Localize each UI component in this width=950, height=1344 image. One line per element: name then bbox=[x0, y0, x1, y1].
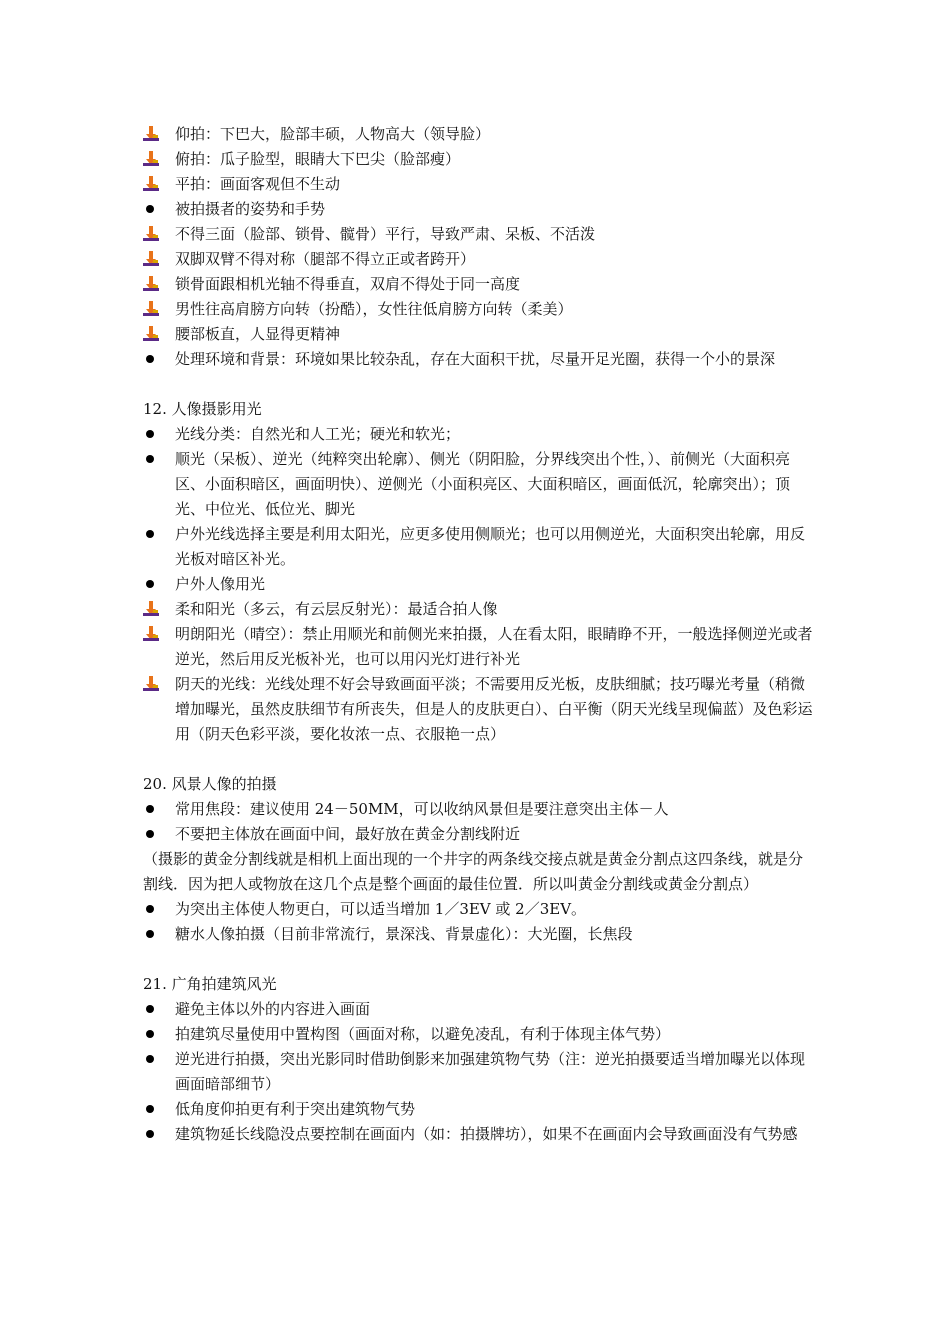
list-item-text: 建筑物延长线隐没点要控制在画面内（如：拍摄牌坊），如果不在画面内会导致画面没有气势感 bbox=[175, 1125, 798, 1143]
bullet-dot-icon bbox=[143, 922, 175, 947]
bullet-arrow-icon bbox=[143, 172, 175, 197]
bullet-arrow-icon bbox=[143, 147, 175, 172]
list-item bbox=[143, 597, 813, 622]
list-item bbox=[143, 122, 813, 147]
bullet-dot-icon bbox=[143, 997, 175, 1022]
list-item-text: 双脚双臂不得对称（腿部不得立正或者跨开） bbox=[175, 250, 476, 268]
document-page bbox=[143, 122, 813, 1147]
paragraph-text: （摄影的黄金分割线就是相机上面出现的一个井字的两条线交接点就是黄金分割点这四条线，就是分割线．因为把人或物放在这几个点是整个画面的最佳位置．所以叫黄金分割线或黄金分割点） bbox=[143, 850, 804, 893]
list-item-text: 光线分类：自然光和人工光；硬光和软光； bbox=[175, 425, 461, 443]
list-item-text: 锁骨面跟相机光轴不得垂直，双肩不得处于同一高度 bbox=[175, 275, 521, 293]
list-item bbox=[143, 997, 813, 1022]
list-item bbox=[143, 422, 813, 447]
list-item-text: 柔和阳光（多云，有云层反射光）：最适合拍人像 bbox=[175, 600, 498, 618]
bullet-arrow-icon bbox=[143, 247, 175, 272]
bullet-dot-icon bbox=[143, 797, 175, 822]
list-item bbox=[143, 897, 813, 922]
list-item-text: 户外人像用光 bbox=[175, 575, 266, 593]
list-item bbox=[143, 322, 813, 347]
list-item-text: 处理环境和背景：环境如果比较杂乱，存在大面积干扰，尽量开足光圈，获得一个小的景深 bbox=[175, 350, 776, 368]
bullet-dot-icon bbox=[143, 572, 175, 597]
list-item bbox=[143, 822, 813, 847]
list-item bbox=[143, 797, 813, 822]
list-item-text: 不得三面（脸部、锁骨、髋骨）平行，导致严肃、呆板、不活泼 bbox=[175, 225, 596, 243]
list-item-text: 低角度仰拍更有利于突出建筑物气势 bbox=[175, 1100, 416, 1118]
list-item-text: 被拍摄者的姿势和手势 bbox=[175, 200, 326, 218]
list-item bbox=[143, 1047, 813, 1097]
bullet-dot-icon bbox=[143, 197, 175, 222]
list-item bbox=[143, 447, 813, 522]
list-item bbox=[143, 197, 813, 222]
list-item bbox=[143, 922, 813, 947]
list-item bbox=[143, 622, 813, 672]
bullet-dot-icon bbox=[143, 1047, 175, 1072]
list-item-text: 腰部板直，人显得更精神 bbox=[175, 325, 341, 343]
section-gap bbox=[143, 947, 813, 972]
bullet-arrow-icon bbox=[143, 597, 175, 622]
list-item-text: 明朗阳光（晴空）：禁止用顺光和前侧光来拍摄，人在看太阳，眼睛睁不开，一般选择侧逆光或者逆光，然后用反光板补光，也可以用闪光灯进行补光 bbox=[175, 625, 813, 668]
bullet-dot-icon bbox=[143, 897, 175, 922]
bullet-arrow-icon bbox=[143, 272, 175, 297]
list-item-text: 俯拍：瓜子脸型，眼睛大下巴尖（脸部瘦） bbox=[175, 150, 461, 168]
section-heading: 20. 风景人像的拍摄 bbox=[143, 775, 277, 793]
list-item-text: 避免主体以外的内容进入画面 bbox=[175, 1000, 371, 1018]
list-item-text: 为突出主体使人物更白，可以适当增加 1／3EV 或 2／3EV。 bbox=[175, 900, 587, 918]
list-item bbox=[143, 147, 813, 172]
bullet-dot-icon bbox=[143, 447, 175, 472]
bullet-dot-icon bbox=[143, 347, 175, 372]
bullet-dot-icon bbox=[143, 422, 175, 447]
section-gap bbox=[143, 372, 813, 397]
list-item bbox=[143, 522, 813, 572]
list-item bbox=[143, 347, 813, 372]
list-item-text: 逆光进行拍摄，突出光影同时借助倒影来加强建筑物气势（注：逆光拍摄要适当增加曝光以体现画面暗部细节） bbox=[175, 1050, 806, 1093]
list-item-text: 平拍：画面客观但不生动 bbox=[175, 175, 341, 193]
bullet-dot-icon bbox=[143, 822, 175, 847]
list-item bbox=[143, 1122, 813, 1147]
list-item bbox=[143, 272, 813, 297]
bullet-arrow-icon bbox=[143, 672, 175, 697]
bullet-dot-icon bbox=[143, 1122, 175, 1147]
list-item-text: 仰拍：下巴大，脸部丰硕，人物高大（领导脸） bbox=[175, 125, 491, 143]
list-item-text: 常用焦段：建议使用 24－50MM，可以收纳风景但是要注意突出主体－人 bbox=[175, 800, 669, 818]
section-gap bbox=[143, 747, 813, 772]
list-item bbox=[143, 247, 813, 272]
list-item-text: 不要把主体放在画面中间，最好放在黄金分割线附近 bbox=[175, 825, 521, 843]
list-item bbox=[143, 1022, 813, 1047]
bullet-dot-icon bbox=[143, 1097, 175, 1122]
list-item bbox=[143, 172, 813, 197]
list-item bbox=[143, 1097, 813, 1122]
section-heading: 12. 人像摄影用光 bbox=[143, 400, 262, 418]
list-item-text: 拍建筑尽量使用中置构图（画面对称，以避免凌乱，有利于体现主体气势） bbox=[175, 1025, 671, 1043]
bullet-dot-icon bbox=[143, 1022, 175, 1047]
bullet-dot-icon bbox=[143, 522, 175, 547]
list-item bbox=[143, 672, 813, 747]
list-item-text: 阴天的光线：光线处理不好会导致画面平淡；不需要用反光板，皮肤细腻；技巧曝光考量（稍微增加曝光，虽然皮肤细节有所丧失，但是人的皮肤更白）、白平衡（阴天光线呈现偏蓝）及色彩运用（阴天色彩平淡，要化妆浓一点、衣服艳一点） bbox=[175, 675, 813, 743]
list-item-text: 户外光线选择主要是利用太阳光，应更多使用侧顺光；也可以用侧逆光，大面积突出轮廓，用反光板对暗区补光。 bbox=[175, 525, 806, 568]
bullet-arrow-icon bbox=[143, 297, 175, 322]
section-heading: 21. 广角拍建筑风光 bbox=[143, 975, 277, 993]
list-item bbox=[143, 297, 813, 322]
bullet-arrow-icon bbox=[143, 322, 175, 347]
bullet-arrow-icon bbox=[143, 222, 175, 247]
list-item-text: 顺光（呆板）、逆光（纯粹突出轮廓）、侧光（阴阳脸，分界线突出个性，）、前侧光（大面积亮区、小面积暗区，画面明快）、逆侧光（小面积亮区、大面积暗区，画面低沉，轮廓突出）；顶光、中位光、低位光、脚光 bbox=[175, 450, 791, 518]
list-item bbox=[143, 222, 813, 247]
list-item bbox=[143, 572, 813, 597]
bullet-arrow-icon bbox=[143, 122, 175, 147]
list-item-text: 糖水人像拍摄（目前非常流行，景深浅、背景虚化）：大光圈，长焦段 bbox=[175, 925, 633, 943]
list-item-text: 男性往高肩膀方向转（扮酷），女性往低肩膀方向转（柔美） bbox=[175, 300, 573, 318]
bullet-arrow-icon bbox=[143, 622, 175, 647]
